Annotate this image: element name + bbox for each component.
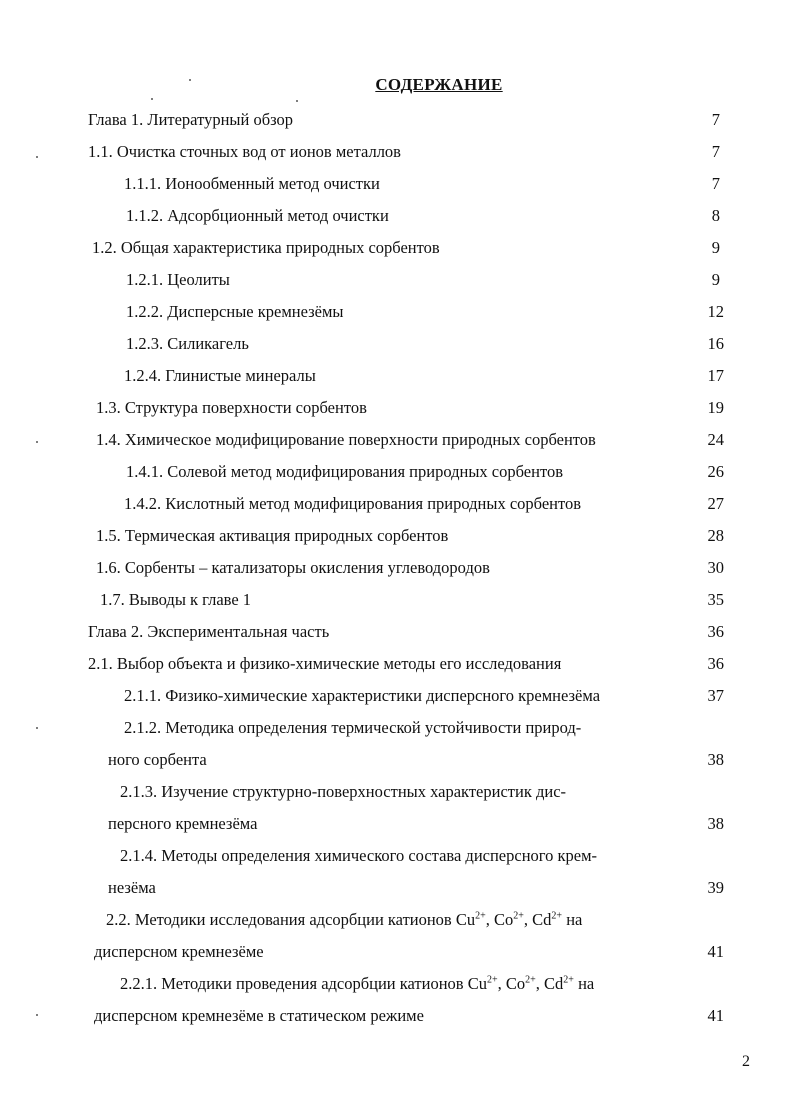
toc-entry-continuation: незёма — [108, 878, 156, 897]
toc-entry-continuation: ного сорбента — [108, 750, 207, 769]
toc-entry: 1.2.1. Цеолиты — [126, 270, 230, 289]
toc-page-number: 16 — [707, 334, 724, 353]
toc-entry: 2.2.1. Методики проведения адсорбции катионов $Cu^{2+}$, $Co^{2+}$, $Cd^{2+}$ на — [120, 974, 595, 993]
toc-page-number: 7 — [711, 142, 720, 161]
toc-page-number: 37 — [707, 686, 724, 705]
toc-page-number: 7 — [711, 174, 720, 193]
page-number: 2 — [742, 1053, 750, 1070]
toc-page-number: 41 — [707, 942, 724, 961]
toc-entry: 1.1.1. Ионообменный метод очистки — [124, 174, 380, 193]
scan-speck — [36, 441, 38, 443]
toc-entry: 1.2. Общая характеристика природных сорбентов — [92, 238, 440, 257]
toc-entry: 2.1.2. Методика определения термической устойчивости природ- — [124, 718, 582, 737]
toc-page-number: 19 — [707, 398, 724, 417]
toc-page-number: 35 — [707, 590, 724, 609]
toc-entry-continuation: дисперсном кремнезёме — [94, 942, 264, 961]
toc-entry: 1.6. Сорбенты – катализаторы окисления углеводородов — [96, 558, 490, 577]
toc-entry: 2.1. Выбор объекта и физико-химические методы его исследования — [88, 654, 562, 673]
toc-entry: 2.1.3. Изучение структурно-поверхностных характеристик дис- — [120, 782, 567, 801]
page-title: СОДЕРЖАНИЕ — [375, 75, 503, 94]
toc-entry: 1.4. Химическое модифицирование поверхности природных сорбентов — [96, 430, 596, 449]
scan-speck — [36, 1014, 38, 1016]
toc-page-number: 9 — [711, 270, 720, 289]
scan-speck — [189, 79, 191, 81]
toc-page-number: 26 — [707, 462, 724, 481]
toc-page-number: 28 — [707, 526, 724, 545]
toc-page-number: 24 — [707, 430, 724, 449]
toc-page-number: 41 — [707, 1006, 724, 1025]
toc-entry: 1.4.2. Кислотный метод модифицирования природных сорбентов — [124, 494, 582, 513]
toc-page-number: 27 — [707, 494, 724, 513]
toc-page-number: 7 — [711, 110, 720, 129]
toc-page-number: 36 — [707, 654, 724, 673]
toc-page-number: 38 — [707, 750, 724, 769]
toc-page-number: 36 — [707, 622, 724, 641]
toc-entry: 1.3. Структура поверхности сорбентов — [96, 398, 367, 417]
toc-page-number: 39 — [707, 878, 724, 897]
toc-page-number: 9 — [711, 238, 720, 257]
toc-entry: 1.1.2. Адсорбционный метод очистки — [126, 206, 389, 225]
toc-entry-continuation: дисперсном кремнезёме в статическом режиме — [94, 1006, 424, 1025]
toc-entry: 1.4.1. Солевой метод модифицирования природных сорбентов — [126, 462, 563, 481]
scan-speck — [36, 156, 38, 158]
toc-entry-continuation: персного кремнезёма — [108, 814, 258, 833]
toc-page-number: 38 — [707, 814, 724, 833]
toc-page-number: 12 — [707, 302, 724, 321]
toc-entry: 1.2.3. Силикагель — [126, 334, 249, 353]
toc-entry: 1.7. Выводы к главе 1 — [100, 590, 252, 609]
toc-entry: 1.2.2. Дисперсные кремнезёмы — [126, 302, 344, 321]
toc-page-number: 30 — [707, 558, 724, 577]
toc-entry: 1.2.4. Глинистые минералы — [124, 366, 316, 385]
scan-speck — [36, 727, 38, 729]
toc-entry: 2.1.4. Методы определения химического состава дисперсного крем- — [120, 846, 598, 865]
toc-entry: Глава 2. Экспериментальная часть — [88, 622, 330, 641]
toc-page-number: 17 — [707, 366, 724, 385]
toc-page-number: 8 — [711, 206, 720, 225]
toc-entry: 2.2. Методики исследования адсорбции катионов $Cu^{2+}$, $Co^{2+}$, $Cd^{2+}$ на — [106, 910, 583, 929]
toc-entry: Глава 1. Литературный обзор — [88, 110, 294, 129]
toc-entry: 1.1. Очистка сточных вод от ионов металлов — [88, 142, 401, 161]
scan-speck — [151, 98, 153, 100]
toc-entry: 1.5. Термическая активация природных сорбентов — [96, 526, 449, 545]
toc-entry: 2.1.1. Физико-химические характеристики дисперсного кремнезёма — [124, 686, 601, 705]
scan-speck — [296, 100, 298, 102]
